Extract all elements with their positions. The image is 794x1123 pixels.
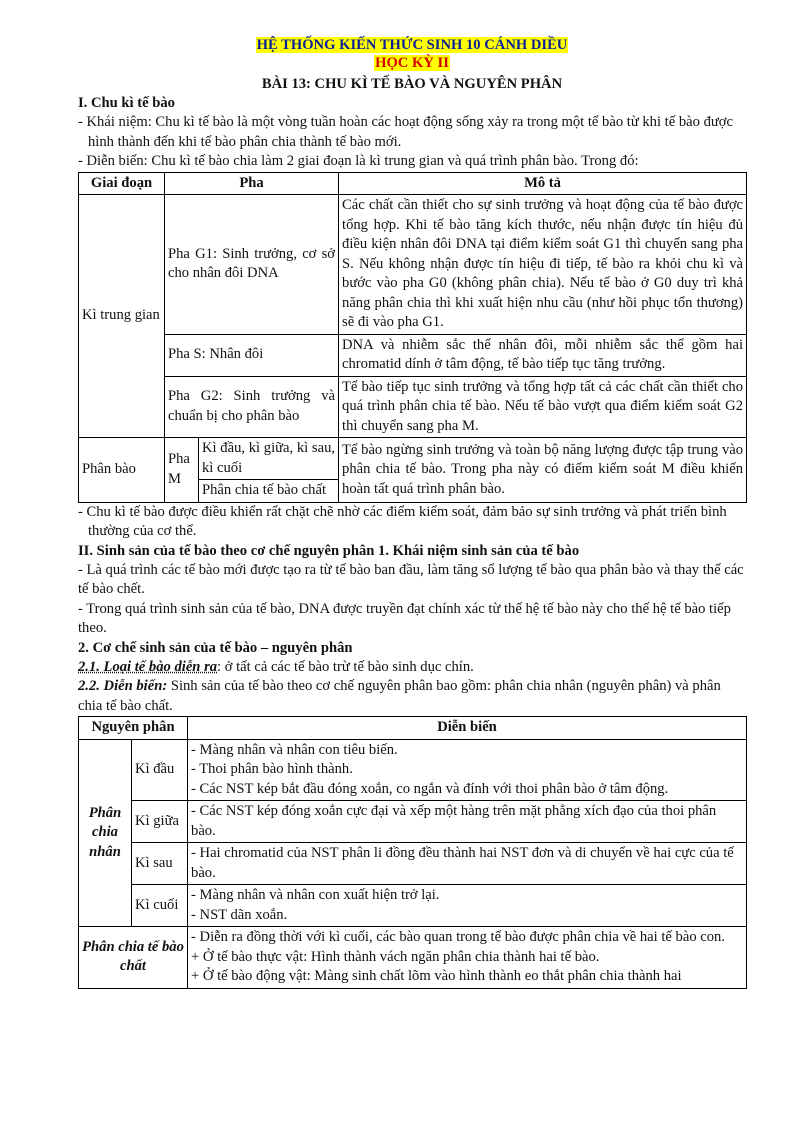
s-desc-cell: DNA và nhiễm sắc thể nhân đôi, mỗi nhiễm sắc thể gồm hai chromatid dính ở tâm động, tế bào tiếp tục tăng trưởng. [339, 334, 747, 376]
cell-types-text: : ở tất cả các tế bào trừ tế bào sinh dục chín. [217, 658, 474, 675]
telophase-line-1: - Màng nhân và nhân con xuất hiện trở lại. [191, 887, 440, 903]
metaphase-cell: Kì giữa [132, 801, 188, 843]
anaphase-desc: - Hai chromatid của NST phân li đồng đều thành hai NST đơn và di chuyển về hai cực của tế bào. [188, 843, 747, 885]
g1-phase-cell: Pha G1: Sinh trưởng, cơ sở cho nhân đôi DNA [165, 195, 339, 335]
cell-types-line [78, 658, 746, 678]
cytokinesis-cell: Phân chia tế bào chất [79, 927, 188, 989]
section1-heading: I. Chu kì tế bào [78, 95, 175, 111]
lesson-title: BÀI 13: CHU KÌ TẾ BÀO VÀ NGUYÊN PHÂN [261, 76, 563, 92]
concept-paragraph: - Khái niệm: Chu kì tế bào là một vòng tuần hoàn các hoạt động sống xảy ra trong một tế bào từ khi tế bào được hình thành đến khi tế bào phân chia thành tế bào mới. [78, 114, 733, 150]
prophase-cell: Kì đầu [132, 739, 188, 801]
mitosis-progress-line [78, 677, 746, 716]
cytokinesis-line-1: - Diễn ra đồng thời với kì cuối, các bào quan trong tế bào được phân chia về hai tế bào con. [191, 929, 725, 945]
metaphase-desc: - Các NST kép đóng xoắn cực đại và xếp một hàng trên mặt phẳng xích đạo của thoi phân bào. [188, 801, 747, 843]
mitosis-subheading: 2. Cơ chế sinh sản của tế bào – nguyên phân [78, 639, 353, 656]
prophase-desc [188, 739, 747, 801]
cell-cycle-table [78, 172, 747, 503]
reproduction-p2: - Trong quá trình sinh sản của tế bào, DNA được truyền đạt chính xác từ thế hệ tế bào này cho thế hệ tế bào tiếp theo. [78, 600, 731, 636]
nucleus-division-cell: Phân chia nhân [79, 739, 132, 927]
m-sub2-cell: Phân chia tế bào chất [199, 480, 339, 503]
col-header-stage: Giai đoạn [79, 172, 165, 195]
mitosis-progress-text: Sinh sản của tế bào theo cơ chế nguyên phân bao gồm: phân chia nhân (nguyên phân) và phân chia tế bào chất. [78, 678, 721, 714]
anaphase-cell: Kì sau [132, 843, 188, 885]
col-header-progress: Diễn biến [188, 717, 747, 740]
col-header-mitosis: Nguyên phân [79, 717, 188, 740]
section2-heading: II. Sinh sản của tế bào theo cơ chế nguyên phân 1. Khái niệm sinh sản của tế bào [78, 542, 580, 559]
mitosis-table [78, 716, 747, 989]
telophase-desc [188, 885, 747, 927]
col-header-phase: Pha [165, 172, 339, 195]
g2-phase-cell: Pha G2: Sinh trưởng và chuẩn bị cho phân bào [165, 376, 339, 438]
m-sub1-cell: Kì đầu, kì giữa, kì sau, kì cuối [199, 438, 339, 480]
cell-types-label: 2.1. Loại tế bào diễn ra [78, 658, 218, 675]
g1-desc-cell: Các chất cần thiết cho sự sinh trưởng và hoạt động của tế bào được tổng hợp. Khi tế bào tăng kích thước, nếu nhận được tín hiệu đủ điều kiện nhân đôi DNA tại điểm kiểm soát G1 thì chuyển sang pha S. Nếu không nhận được tín hiệu đi tiếp, tế bào ra khỏi chu kì và bước vào pha G0 (không phân chia). Nếu tế bào ở G0 duy trì khả năng phân chia thì khi xuất hiện nhu cầu (như hồi phục tổn thương) sẽ đi vào pha G1. [339, 195, 747, 335]
prophase-line-3: - Các NST kép bắt đầu đóng xoắn, co ngắn và đính với thoi phân bào ở tâm động. [191, 780, 669, 797]
prophase-line-1: - Màng nhân và nhân con tiêu biến. [191, 741, 398, 758]
cytokinesis-desc [188, 927, 747, 989]
document-title: HỆ THỐNG KIẾN THỨC SINH 10 CÁNH DIỀU [256, 37, 568, 53]
reproduction-p1: - Là quá trình các tế bào mới được tạo ra từ tế bào ban đầu, làm tăng số lượng tế bào qua phân bào và thay thế các tế bào chết. [78, 561, 744, 597]
division-cell: Phân bào [79, 438, 165, 503]
control-note: - Chu kì tế bào được điều khiển rất chặt chẽ nhờ các điểm kiểm soát, đảm bảo sự sinh trưởng và phát triển bình thường của cơ thể. [78, 503, 727, 539]
cytokinesis-line-3: + Ở tế bào động vật: Màng sinh chất lõm vào hình thành eo thắt phân chia thành hai [191, 968, 682, 984]
document-page [78, 36, 746, 989]
m-desc-cell: Tế bào ngừng sinh trưởng và toàn bộ năng lượng được tập trung vào phân chia tế bào. Trong pha này có điểm kiểm soát M điều khiển hoàn tất quá trình phân bào. [339, 438, 747, 503]
interphase-cell: Kì trung gian [79, 195, 165, 438]
cytokinesis-line-2: + Ở tế bào thực vật: Hình thành vách ngăn phân chia thành hai tế bào. [191, 948, 600, 965]
s-phase-cell: Pha S: Nhân đôi [165, 334, 339, 376]
col-header-desc: Mô tả [339, 172, 747, 195]
g2-desc-cell: Tế bào tiếp tục sinh trưởng và tổng hợp tất cả các chất cần thiết cho quá trình phân chia tế bào. Nếu tế bào vượt qua điểm kiểm soát G2 thì chuyển sang pha M. [339, 376, 747, 438]
m-phase-cell: Pha M [165, 438, 199, 503]
progress-paragraph: - Diễn biến: Chu kì tế bào chia làm 2 giai đoạn là kì trung gian và quá trình phân bào. Trong đó: [78, 153, 639, 169]
prophase-line-2: - Thoi phân bào hình thành. [191, 761, 353, 777]
telophase-cell: Kì cuối [132, 885, 188, 927]
semester-label: HỌC KỲ II [375, 55, 449, 71]
telophase-line-2: - NST dãn xoắn. [191, 906, 288, 923]
mitosis-progress-label: 2.2. Diễn biến: [78, 678, 168, 694]
